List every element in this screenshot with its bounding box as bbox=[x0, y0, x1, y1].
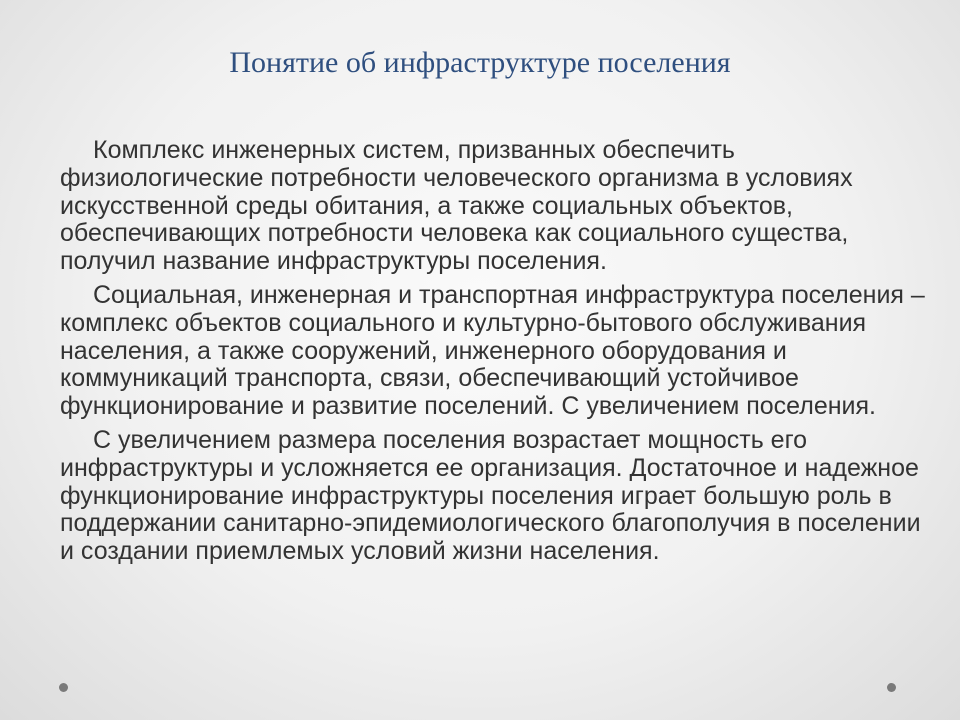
paragraph-3: С увеличением размера поселения возрастает мощность его инфраструктуры и усложняется ее организация. Достаточное и надежное функционирование инфраструктуры поселения играет большую роль в поддержании санитарно-эпидемиологического благополучия в поселении и создании приемлемых условий жизни населения. bbox=[60, 425, 921, 566]
paragraph-1: Комплекс инженерных систем, призванных обеспечить физиологические потребности человеческого организма в условиях искусственной среды обитания, а также социальных объектов, обеспечивающих потребности человека как социального существа, получил название инфраструктуры поселения. bbox=[60, 136, 853, 276]
paragraph-2: Социальная, инженерная и транспортная инфраструктура поселения – комплекс объектов социального и культурно-бытового обслуживания населения, а также сооружений, инженерного оборудования и коммуникаций транспорта, связи, обеспечивающий устойчивое функционирование и развитие поселений. С увеличением поселения. bbox=[60, 280, 925, 421]
decorative-dot-right-icon bbox=[887, 683, 896, 692]
slide-title: Понятие об инфраструктуре поселения bbox=[229, 46, 731, 79]
slide-body bbox=[60, 137, 930, 572]
decorative-dot-left-icon bbox=[59, 683, 68, 692]
